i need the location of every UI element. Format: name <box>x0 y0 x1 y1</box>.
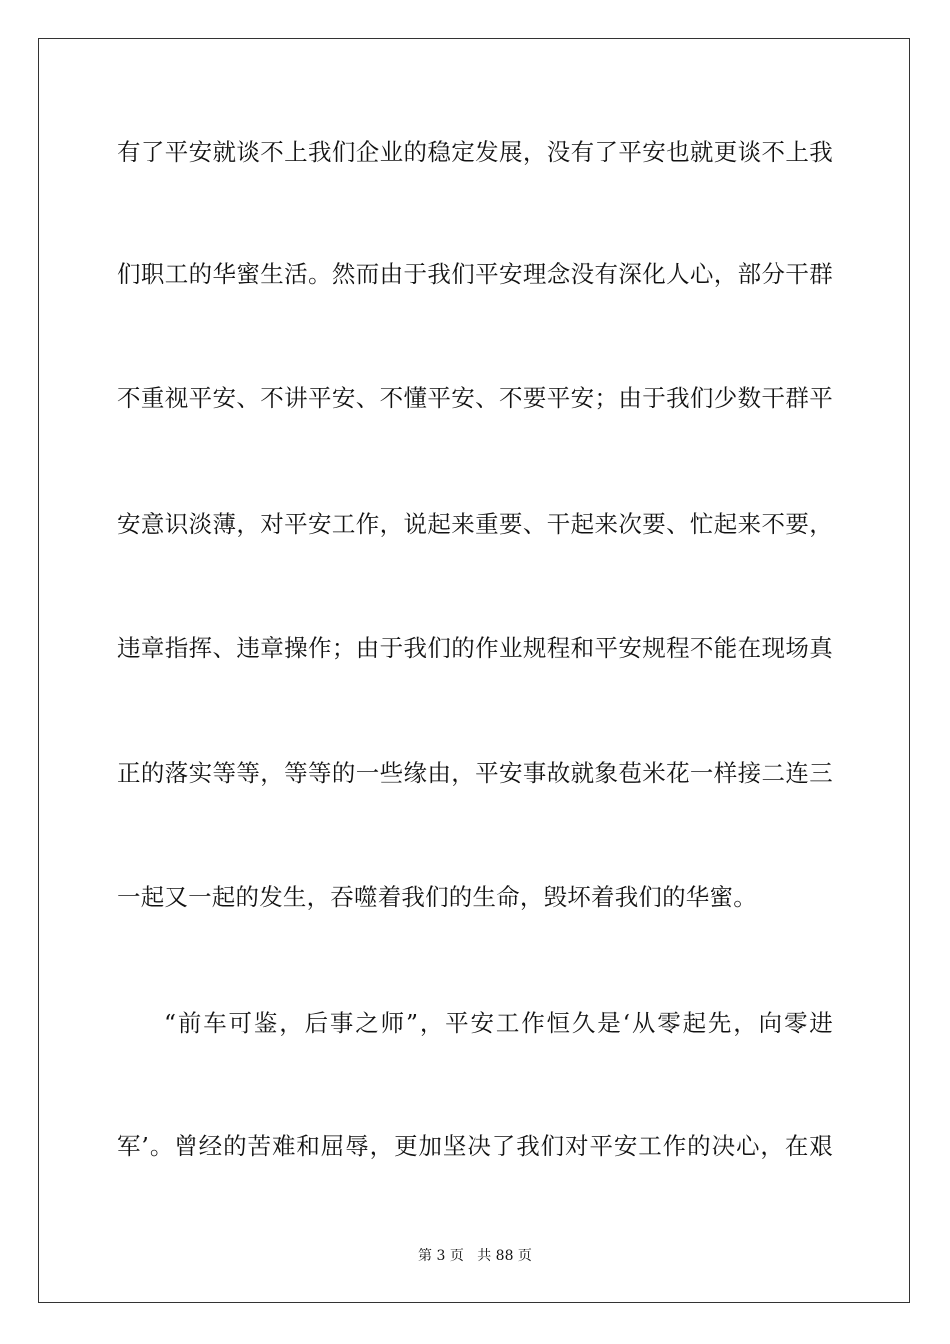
body-text-line: 军’。曾经的苦难和屈辱，更加坚决了我们对平安工作的决心，在艰 <box>117 1132 833 1160</box>
body-text-line: 一起又一起的发生，吞噬着我们的生命，毁坏着我们的华蜜。 <box>117 883 757 911</box>
page-total: 共 88 页 <box>477 1248 532 1264</box>
body-text-line: 们职工的华蜜生活。然而由于我们平安理念没有深化人心，部分干群 <box>117 260 833 288</box>
body-text-line: “前车可鉴，后事之师”，平安工作恒久是‘从零起先，向零进 <box>164 1009 833 1037</box>
body-text-line: 不重视平安、不讲平安、不懂平安、不要平安；由于我们少数干群平 <box>117 384 833 412</box>
body-text-line: 安意识淡薄，对平安工作，说起来重要、干起来次要、忙起来不要， <box>117 510 833 538</box>
body-text-line: 违章指挥、违章操作；由于我们的作业规程和平安规程不能在现场真 <box>117 634 833 662</box>
body-text-line: 有了平安就谈不上我们企业的稳定发展，没有了平安也就更谈不上我 <box>117 138 833 166</box>
page-frame <box>38 38 910 1303</box>
page-footer <box>0 1247 950 1265</box>
body-text-line: 正的落实等等，等等的一些缘由，平安事故就象苞米花一样接二连三 <box>117 759 833 787</box>
page-number: 第 3 页 <box>418 1248 464 1264</box>
